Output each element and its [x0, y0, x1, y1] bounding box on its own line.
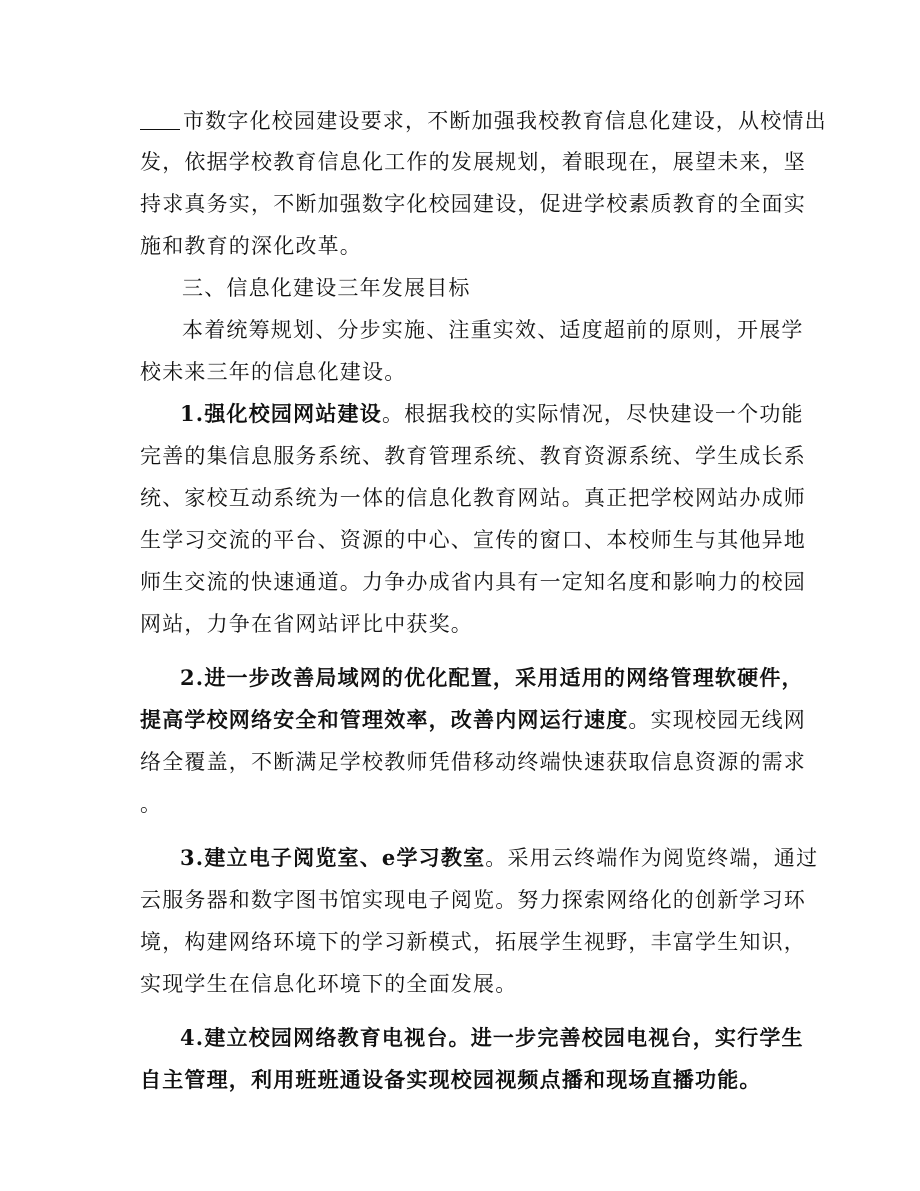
item3-line1 — [180, 843, 818, 873]
item3-line3: 境，构建网络环境下的学习新模式，拓展学生视野，丰富学生知识， — [140, 930, 806, 954]
section-heading: 三、信息化建设三年发展目标 — [182, 276, 471, 300]
para1-line1-text: 市数字化校园建设要求，不断加强我校教育信息化建设，从校情出 — [183, 109, 827, 133]
item1-line1 — [180, 399, 804, 429]
intro-line2: 校未来三年的信息化建设。 — [140, 360, 407, 384]
item3-line1-text: 。采用云终端作为阅览终端，通过 — [485, 846, 819, 870]
item2-line3: 络全覆盖，不断满足学校教师凭借移动终端快速获取信息资源的需求 — [140, 750, 806, 774]
para1-line4: 施和教育的深化改革。 — [140, 234, 362, 258]
item1-line1-text: 。根据我校的实际情况，尽快建设一个功能 — [381, 402, 804, 426]
item1-line5: 师生交流的快速通道。力争办成省内具有一定知名度和影响力的校园 — [140, 570, 806, 594]
item2-line4: 。 — [140, 792, 163, 816]
item3-line2: 云服务器和数字图书馆实现电子阅览。努力探索网络化的创新学习环 — [140, 888, 806, 912]
item1-heading: 1.强化校园网站建设 — [180, 401, 382, 426]
item1-line3: 统、家校互动系统为一体的信息化教育网站。真正把学校网站办成师 — [140, 486, 806, 510]
item3-line4: 实现学生在信息化环境下的全面发展。 — [140, 972, 518, 996]
item1-line2: 完善的集信息服务系统、教育管理系统、教育资源系统、学生成长系 — [140, 444, 806, 468]
item3-heading: 3.建立电子阅览室、e学习教室 — [180, 845, 486, 870]
item2-line2-bold: 提高学校网络安全和管理效率，改善内网运行速度 — [140, 707, 629, 732]
item2-line2 — [140, 705, 806, 735]
para1-line1 — [140, 105, 827, 136]
item1-line4: 生学习交流的平台、资源的中心、宣传的窗口、本校师生与其他异地 — [140, 528, 806, 552]
para1-line2: 发，依据学校教育信息化工作的发展规划，着眼现在，展望未来，坚 — [140, 150, 806, 174]
intro-line1: 本着统筹规划、分步实施、注重实效、适度超前的原则，开展学 — [182, 318, 804, 342]
item4-line1: 4.建立校园网络教育电视台。进一步完善校园电视台，实行学生 — [180, 1025, 804, 1050]
item4-line2: 自主管理，利用班班通设备实现校园视频点播和现场直播功能。 — [140, 1067, 762, 1092]
para1-line3: 持求真务实，不断加强数字化校园建设，促进学校素质教育的全面实 — [140, 192, 806, 216]
item2-line1: 2.进一步改善局域网的优化配置，采用适用的网络管理软硬件， — [180, 665, 804, 690]
fill-in-blank — [140, 105, 180, 130]
item1-line6: 网站，力争在省网站评比中获奖。 — [140, 612, 473, 636]
item2-line2-text: 。实现校园无线网 — [628, 708, 807, 732]
